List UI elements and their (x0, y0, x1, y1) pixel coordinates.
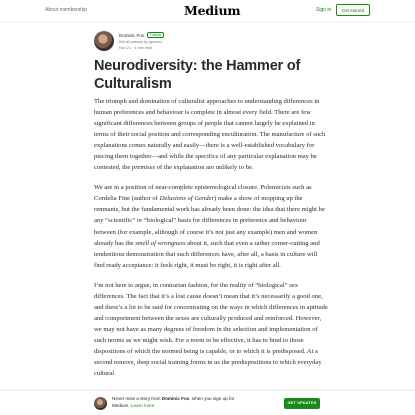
learn-more-link[interactable]: Learn more (130, 403, 155, 408)
top-navigation-bar (0, 0, 415, 22)
get-started-button[interactable]: Get started (336, 4, 370, 16)
publish-date-read-time: Nov 21 · 4 min read (119, 46, 153, 50)
article-body (94, 96, 328, 388)
banner-message-line2: Medium. Learn more (112, 403, 155, 408)
banner-message: Never miss a story from Dominic Fox, when you sign up for (112, 396, 235, 401)
article-paragraph: We are in a position of near-complete epistemological closure. Polemicists such as Cordelia Fine (author of Delusions of Gender) make a show of mopping up the remnants, but the fundamental work has already been done: the idea that there might be any “scientific” or “biological” basis for differences in preference and behaviour between (for example, although of course it’s not just any example) men and women already has the smell of wrongness about it, such that even a rather corner-cutting and tendentious demonstration that such differences have, after all, a basis in culture will find ready acceptance: it feels right, it must be right, it is right after all. (94, 184, 325, 269)
about-membership-link[interactable]: About membership (45, 7, 87, 13)
article-title: Neurodiversity: the Hammer of Culturalism (94, 58, 301, 92)
banner-author-avatar (94, 397, 107, 410)
get-updates-button[interactable]: GET UPDATES (284, 398, 320, 409)
sign-in-link[interactable]: Sign in (316, 7, 332, 13)
follow-button[interactable]: Follow (147, 32, 164, 38)
article-paragraph: The triumph and domination of culturalist approaches to understanding differences in human preferences and behaviour is complete in almost every field. There are few significant differences between groups of people that cannot largely be explained in terms of their social position and corresponding enculturation. The manufacture of such explanations comes naturally and easily—there is a well-established vocabulary for piecing them together—and while the specifics of any particular explanation may be contested, the premises of the explanation are unlikely to be. (94, 98, 326, 172)
author-name[interactable]: Dominic Fox (119, 33, 145, 38)
medium-logo[interactable]: Medium (184, 3, 241, 18)
signup-banner (0, 390, 415, 415)
author-avatar[interactable] (94, 31, 114, 51)
article-paragraph: I’m not here to argue, in contrarian fashion, for the reality of “biological” sex differences. The fact that it’s a lost cause doesn’t mean that it’s necessarily a good one, and there’s a lot to be said for concentrating on the ways in which differences in aptitude and comportment between the sexes are culturally produced and reinforced. However, we may not have as many degrees of freedom in the selection and implementation of such norms as we might wish. For a norm to be effective, it has to bind to those dispositions of which the normed being is capable, or to which it is predisposed. At a second remove, deep social training forms in us the predispositions to which everyday cultural (94, 281, 328, 378)
author-bio: this all passes by ignored (119, 40, 162, 44)
